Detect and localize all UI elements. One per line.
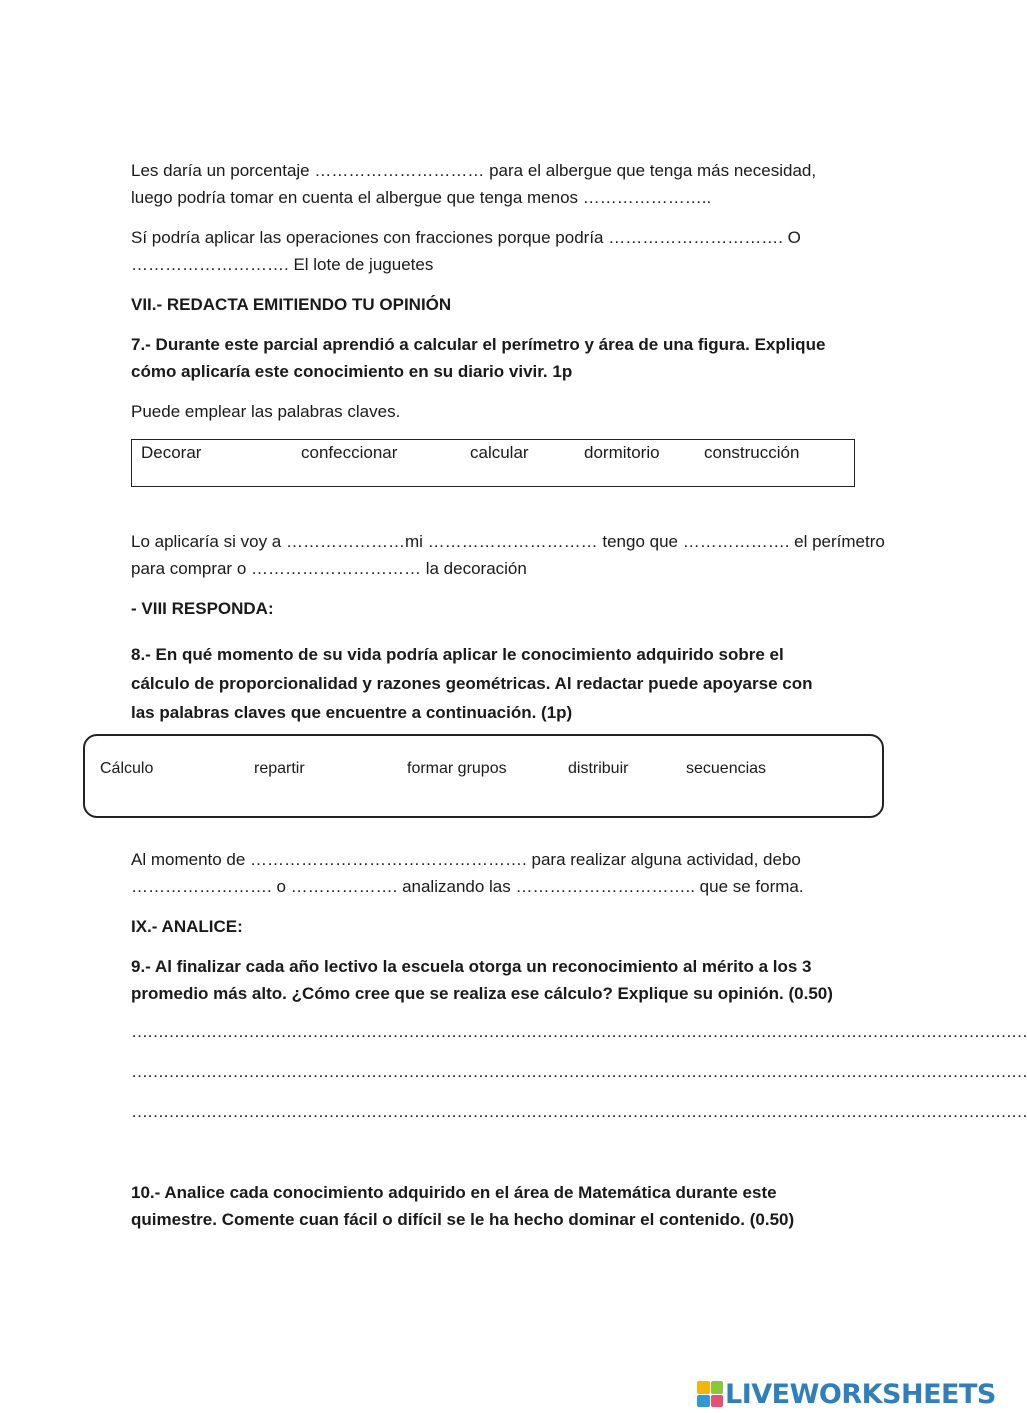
answer-dotted-line[interactable]: …………………………………………………………………………………………………………………………………………………… <box>131 1102 1027 1121</box>
question-text: las palabras claves que encuentre a continuación. (1p) <box>131 703 573 722</box>
answer-text-line: ……………………. o ………………. analizando las ………………………….. que se forma. <box>131 877 804 896</box>
answer-dotted-line[interactable]: …………………………………………………………………………………………………………………………………………………… <box>131 1062 1027 1081</box>
section-heading: IX.- ANALICE: <box>131 917 243 936</box>
keyword-box-rounded <box>83 734 884 818</box>
logo-icon <box>697 1381 723 1407</box>
question-text: cálculo de proporcionalidad y razones geométricas. Al redactar puede apoyarse con <box>131 674 813 693</box>
section-heading: VII.- REDACTA EMITIENDO TU OPINIÓN <box>131 295 452 314</box>
question-text: 7.- Durante este parcial aprendió a calcular el perímetro y área de una figura. Explique <box>131 335 826 354</box>
answer-text-line: luego podría tomar en cuenta el albergue que tenga menos ………………….. <box>131 188 712 207</box>
question-text: 10.- Analice cada conocimiento adquirido en el área de Matemática durante este <box>131 1183 777 1202</box>
question-text: 9.- Al finalizar cada año lectivo la escuela otorga un reconocimiento al mérito a los 3 <box>131 957 812 976</box>
question-text: cómo aplicaría este conocimiento en su diario vivir. 1p <box>131 362 573 381</box>
question-text: promedio más alto. ¿Cómo cree que se realiza ese cálculo? Explique su opinión. (0.50) <box>131 984 833 1003</box>
keyword: construcción <box>704 443 800 462</box>
keyword: calcular <box>470 443 529 462</box>
answer-text-line: Al momento de …………………………………………. para realizar alguna actividad, debo <box>131 850 801 869</box>
keyword: repartir <box>254 760 305 777</box>
liveworksheets-logo <box>697 1375 996 1413</box>
hint-text: Puede emplear las palabras claves. <box>131 402 401 421</box>
answer-text-line: Lo aplicaría si voy a …………………mi ………………………… tengo que ………………. el perímetro <box>131 532 885 551</box>
answer-text-line: Sí podría aplicar las operaciones con fracciones porque podría …………………………. O <box>131 228 801 247</box>
question-text: 8.- En qué momento de su vida podría aplicar le conocimiento adquirido sobre el <box>131 645 784 664</box>
keyword: Decorar <box>141 443 202 462</box>
brand-name: LIVEWORKSHEETS <box>725 1378 996 1410</box>
answer-text-line: Les daría un porcentaje ………………………… para el albergue que tenga más necesidad, <box>131 161 817 180</box>
keyword: distribuir <box>568 760 629 777</box>
question-text: quimestre. Comente cuan fácil o difícil se le ha hecho dominar el contenido. (0.50) <box>131 1210 795 1229</box>
keyword: dormitorio <box>584 443 660 462</box>
keyword: secuencias <box>686 760 767 777</box>
keyword: confeccionar <box>301 443 398 462</box>
answer-dotted-line[interactable]: …………………………………………………………………………………………………………………………………………………… <box>131 1022 1027 1041</box>
keyword-box <box>131 439 855 487</box>
answer-text-line: ………………………. El lote de juguetes <box>131 255 434 274</box>
section-heading: - VIII RESPONDA: <box>131 599 274 618</box>
keyword: Cálculo <box>100 760 154 777</box>
keyword: formar grupos <box>407 760 507 777</box>
answer-text-line: para comprar o ………………………… la decoración <box>131 559 527 578</box>
